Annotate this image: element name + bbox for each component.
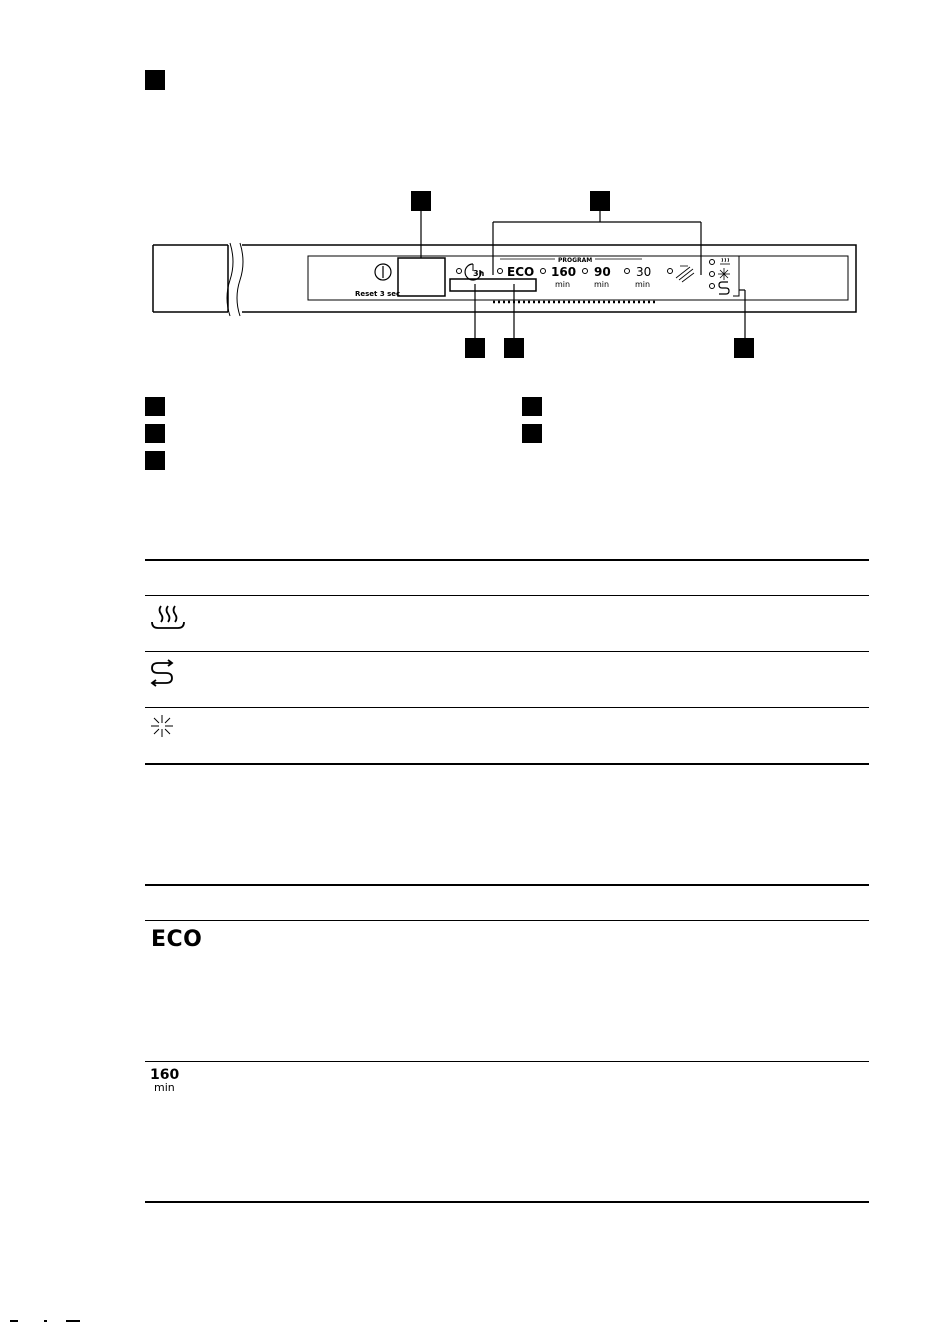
table-rule — [145, 595, 869, 596]
section-marker — [145, 70, 165, 90]
panel-program-label: 30 — [636, 265, 652, 279]
table-rule — [145, 707, 869, 708]
display-window — [398, 258, 445, 296]
reset-label: Reset 3 sec — [355, 290, 401, 298]
regeneration-salt-icon — [719, 282, 729, 294]
legend-marker — [522, 424, 542, 443]
program-header: PROGRAM — [558, 257, 593, 264]
legend-marker — [145, 397, 165, 416]
prewash-shower-icon — [676, 266, 694, 282]
legend-marker — [145, 424, 165, 443]
table-rule — [145, 1061, 869, 1062]
legend-marker — [522, 397, 542, 416]
table-rule — [145, 651, 869, 652]
panel-program-unit: min — [594, 280, 610, 289]
table-rule — [145, 920, 869, 921]
callout-box — [465, 338, 485, 358]
table-rule — [145, 1201, 869, 1203]
rinse-aid-sparkle-icon — [150, 714, 174, 738]
callout-box — [504, 338, 524, 358]
rinse-aid-sparkle-icon — [718, 268, 730, 280]
programme-160-unit: min — [154, 1081, 175, 1094]
callout-box — [590, 191, 610, 211]
power-icon — [375, 264, 391, 280]
panel-program-label: ECO — [507, 265, 535, 279]
panel-program-label: 160 — [551, 265, 577, 279]
control-panel-diagram — [140, 180, 880, 370]
end-of-programme-steam-icon — [720, 258, 730, 264]
programme-160-label: 160 — [150, 1067, 180, 1083]
table-rule — [145, 884, 869, 886]
callout-box — [734, 338, 754, 358]
touch-strip — [450, 279, 536, 291]
table-rule — [145, 559, 869, 561]
panel-program-unit: min — [635, 280, 651, 289]
panel-program-unit: min — [555, 280, 571, 289]
regeneration-salt-icon — [148, 657, 178, 687]
end-of-programme-steam-icon — [148, 602, 188, 632]
delay-label: 3h — [473, 269, 485, 278]
table-rule — [145, 763, 869, 765]
callout-box — [411, 191, 431, 211]
legend-marker — [145, 451, 165, 470]
footer-fragment — [0, 1318, 90, 1324]
programme-eco-label: ECO — [151, 927, 203, 952]
panel-program-label: 90 — [594, 265, 611, 279]
